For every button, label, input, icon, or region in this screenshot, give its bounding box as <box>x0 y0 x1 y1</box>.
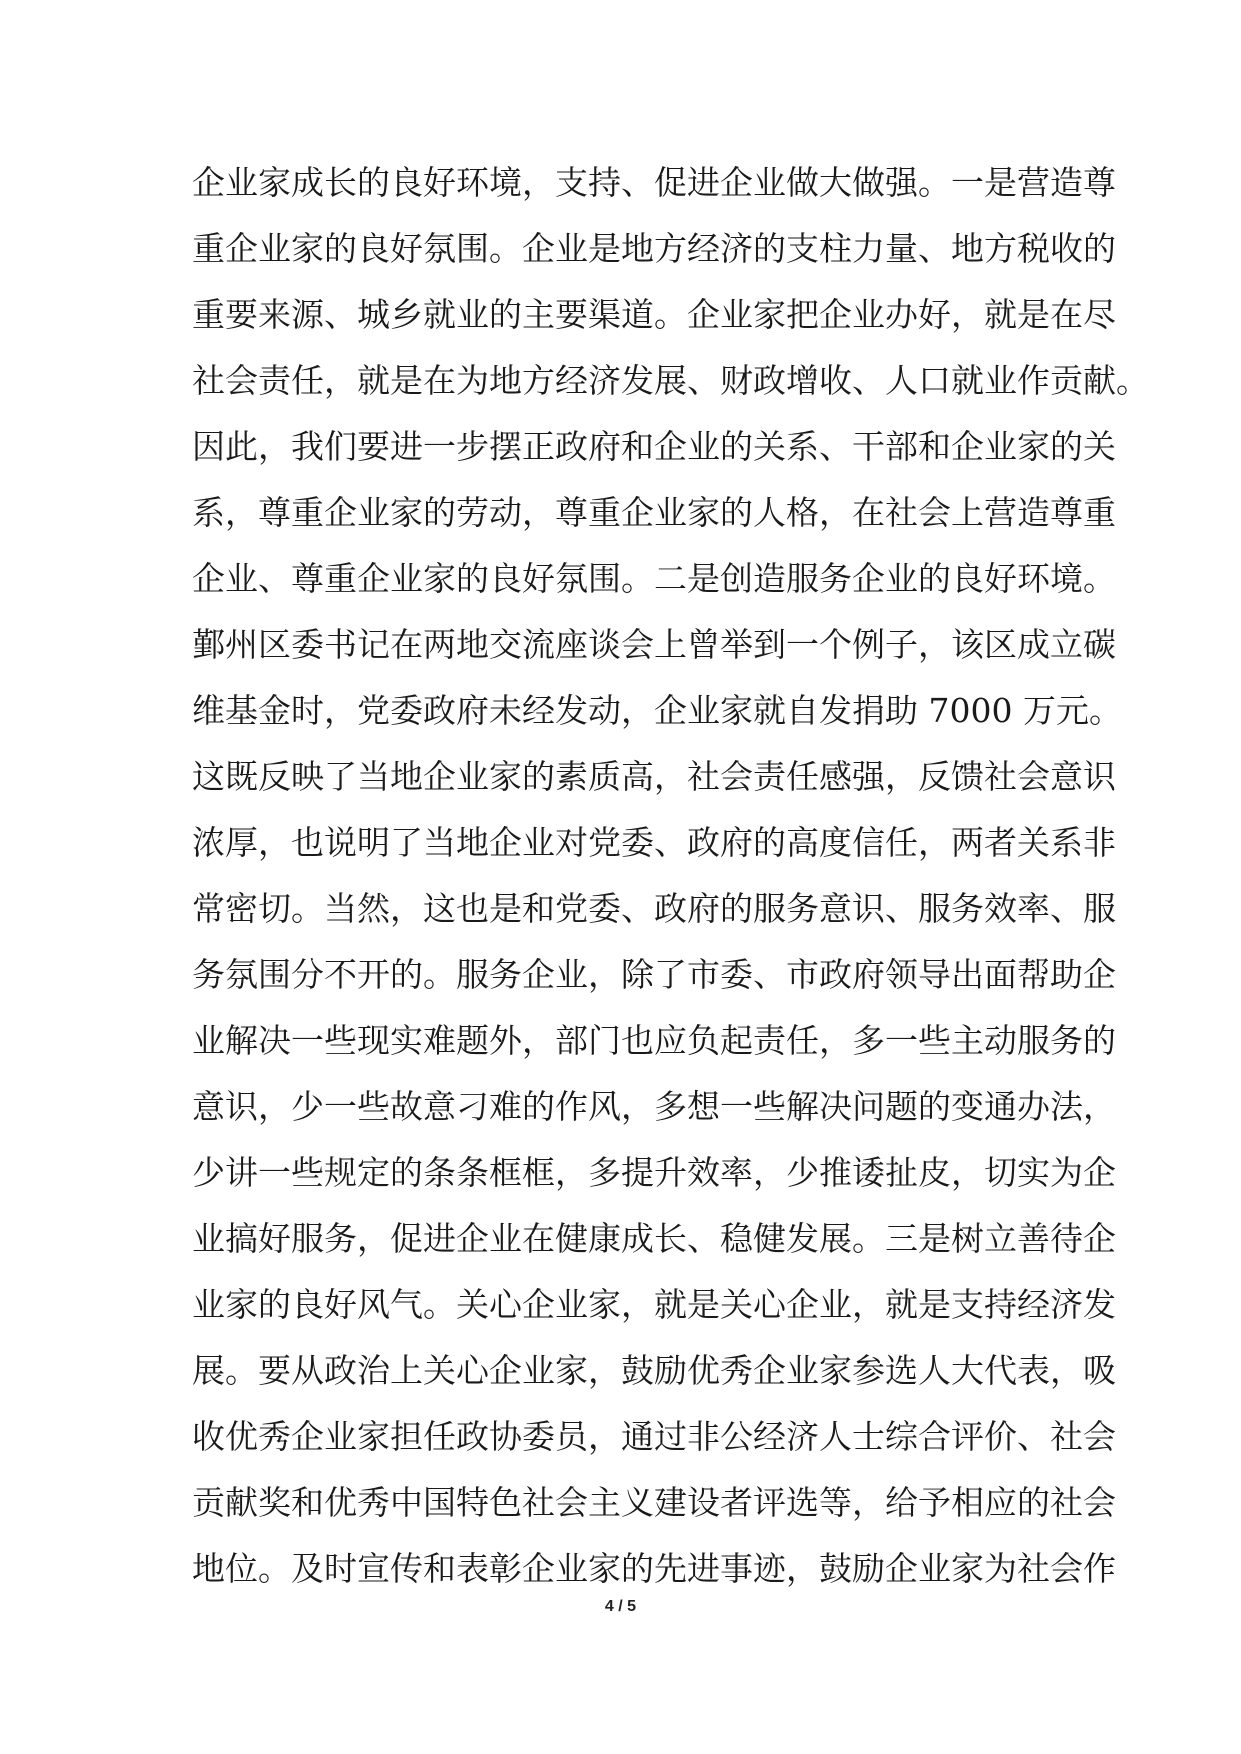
text-line: 企业、尊重企业家的良好氛围。二是创造服务企业的良好环境。 <box>192 559 1116 598</box>
text-line: 贡献奖和优秀中国特色社会主义建设者评选等，给予相应的社会 <box>192 1483 1116 1522</box>
text-line: 因此，我们要进一步摆正政府和企业的关系、干部和企业家的关 <box>192 427 1116 466</box>
text-line: 业家的良好风气。关心企业家，就是关心企业，就是支持经济发 <box>192 1285 1116 1324</box>
text-line: 企业家成长的良好环境，支持、促进企业做大做强。一是营造尊 <box>192 163 1116 202</box>
text-line: 展。要从政治上关心企业家，鼓励优秀企业家参选人大代表，吸 <box>192 1351 1116 1390</box>
text-line: 浓厚，也说明了当地企业对党委、政府的高度信任，两者关系非 <box>192 823 1116 862</box>
text-line: 收优秀企业家担任政协委员，通过非公经济人士综合评价、社会 <box>192 1417 1116 1456</box>
text-line: 重要来源、城乡就业的主要渠道。企业家把企业办好，就是在尽 <box>192 295 1116 334</box>
text-line: 维基金时，党委政府未经发动，企业家就自发捐助 7000 万元。 <box>192 691 1122 730</box>
text-line: 这既反映了当地企业家的素质高，社会责任感强，反馈社会意识 <box>192 757 1116 796</box>
text-line: 鄞州区委书记在两地交流座谈会上曾举到一个例子，该区成立碳 <box>192 625 1116 664</box>
text-line: 意识，少一些故意刁难的作风，多想一些解决问题的变通办法， <box>192 1087 1116 1126</box>
text-line: 常密切。当然，这也是和党委、政府的服务意识、服务效率、服 <box>192 889 1116 928</box>
body-paragraph <box>192 150 1149 1602</box>
text-line: 系，尊重企业家的劳动，尊重企业家的人格，在社会上营造尊重 <box>192 493 1116 532</box>
text-line: 地位。及时宣传和表彰企业家的先进事迹，鼓励企业家为社会作 <box>192 1549 1116 1588</box>
text-line: 务氛围分不开的。服务企业，除了市委、市政府领导出面帮助企 <box>192 955 1116 994</box>
text-line: 社会责任，就是在为地方经济发展、财政增收、人口就业作贡献。 <box>192 361 1149 400</box>
text-line: 业搞好服务，促进企业在健康成长、稳健发展。三是树立善待企 <box>192 1219 1116 1258</box>
text-line: 业解决一些现实难题外，部门也应负起责任，多一些主动服务的 <box>192 1021 1116 1060</box>
text-line: 少讲一些规定的条条框框，多提升效率，少推诿扯皮，切实为企 <box>192 1153 1116 1192</box>
text-line: 重企业家的良好氛围。企业是地方经济的支柱力量、地方税收的 <box>192 229 1116 268</box>
page-number: 4 / 5 <box>604 1598 637 1615</box>
